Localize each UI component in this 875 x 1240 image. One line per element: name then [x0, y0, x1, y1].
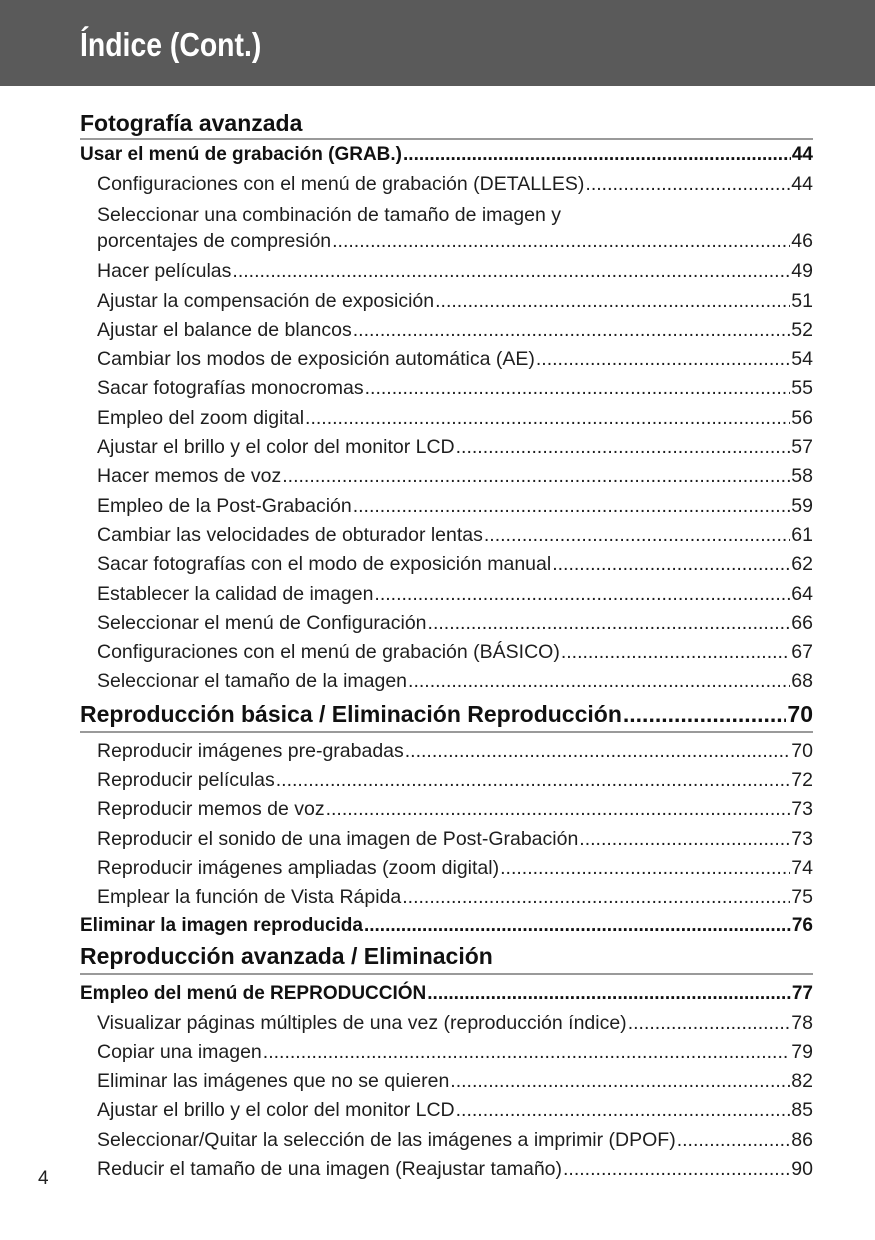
leader-dots	[408, 667, 790, 696]
toc-item[interactable]	[80, 883, 813, 912]
toc-item[interactable]	[80, 1155, 813, 1184]
toc-page: 51	[791, 289, 813, 312]
toc-label: Ajustar el brillo y el color del monitor LCD	[97, 1099, 455, 1122]
toc-item[interactable]	[80, 766, 813, 795]
toc-label: Reproducir memos de voz	[97, 798, 325, 821]
toc-topic-grab-menu[interactable]	[80, 140, 813, 170]
page-title: Índice (Cont.)	[80, 26, 262, 63]
toc-page: 64	[791, 582, 813, 605]
toc-item[interactable]	[80, 492, 813, 521]
toc-label: Ajustar la compensación de exposición	[97, 289, 435, 312]
toc-item[interactable]	[80, 795, 813, 824]
toc-label: Reproducción básica / Eliminación Reproducción	[80, 700, 622, 727]
leader-dots	[450, 1067, 790, 1096]
toc-label: Seleccionar/Quitar la selección de las imágenes a imprimir (DPOF)	[97, 1128, 676, 1151]
toc-label: Cambiar las velocidades de obturador lentas	[97, 523, 483, 546]
toc-page: 72	[791, 769, 813, 792]
toc-page: 78	[791, 1011, 813, 1034]
toc-label: Ajustar el brillo y el color del monitor LCD	[97, 436, 455, 459]
leader-dots	[579, 825, 790, 854]
leader-dots	[500, 854, 790, 883]
leader-dots	[428, 609, 791, 638]
toc-page: 70	[791, 739, 813, 762]
toc-page: 66	[791, 611, 813, 634]
toc-label: Establecer la calidad de imagen	[97, 582, 374, 605]
leader-dots	[353, 492, 791, 521]
leader-dots	[536, 345, 790, 374]
leader-dots	[623, 697, 787, 731]
toc-item[interactable]	[80, 1067, 813, 1096]
toc-item[interactable]	[80, 433, 813, 462]
toc-item[interactable]	[80, 345, 813, 374]
toc-item[interactable]	[80, 521, 813, 550]
toc-label: porcentajes de compresión	[97, 230, 332, 253]
page-number: 4	[38, 1168, 49, 1189]
toc-page: 73	[791, 798, 813, 821]
toc-item[interactable]	[80, 1096, 813, 1125]
leader-dots	[435, 287, 790, 316]
toc-page: 90	[791, 1158, 813, 1181]
toc-label: Usar el menú de grabación (GRAB.)	[80, 144, 403, 165]
toc-page: 44	[791, 144, 813, 165]
toc-page: 86	[791, 1128, 813, 1151]
toc-page: 49	[791, 260, 813, 283]
toc-page: 54	[791, 348, 813, 371]
leader-dots	[276, 766, 791, 795]
toc-item-first-line[interactable]: Seleccionar una combinación de tamaño de imagen y	[97, 204, 561, 227]
toc-topic-eliminar[interactable]	[80, 913, 813, 939]
section-title-fotografia-avanzada: Fotografía avanzada	[80, 108, 813, 140]
toc-page: 59	[791, 494, 813, 517]
leader-dots	[402, 883, 790, 912]
toc-item[interactable]	[80, 228, 813, 257]
toc-content	[80, 106, 813, 1184]
toc-item[interactable]	[80, 1009, 813, 1038]
toc-label: Empleo del menú de REPRODUCCIÓN	[80, 982, 427, 1004]
toc-label: Empleo de la Post-Grabación	[97, 494, 352, 517]
toc-page: 56	[791, 406, 813, 429]
toc-item[interactable]	[80, 609, 813, 638]
header-bar	[0, 0, 875, 86]
leader-dots	[585, 170, 790, 199]
toc-label: Reducir el tamaño de una imagen (Reajustar tamaño)	[97, 1158, 563, 1181]
toc-item[interactable]	[80, 404, 813, 433]
toc-label: Configuraciones con el menú de grabación (DETALLES)	[97, 173, 585, 195]
toc-page: 57	[791, 436, 813, 459]
toc-item[interactable]	[80, 825, 813, 854]
toc-item[interactable]	[80, 1126, 813, 1155]
leader-dots	[374, 580, 790, 609]
toc-topic-reproduccion-menu[interactable]	[80, 979, 813, 1009]
toc-label: Reproducir películas	[97, 769, 275, 792]
toc-label: Reproducir imágenes pre-grabadas	[97, 739, 404, 762]
toc-page: 82	[791, 1070, 813, 1093]
leader-dots	[563, 1155, 790, 1184]
toc-item[interactable]	[80, 316, 813, 345]
toc-item[interactable]	[80, 257, 813, 286]
leader-dots	[405, 737, 791, 766]
toc-label: Seleccionar el tamaño de la imagen	[97, 670, 408, 693]
toc-item[interactable]	[80, 374, 813, 403]
toc-page: 75	[791, 886, 813, 909]
toc-item[interactable]	[80, 462, 813, 491]
leader-dots	[232, 257, 790, 286]
toc-item[interactable]	[80, 638, 813, 667]
leader-dots	[427, 979, 791, 1009]
toc-page: 70	[787, 700, 813, 727]
toc-label: Sacar fotografías con el modo de exposición manual	[97, 553, 552, 576]
toc-page: 76	[791, 914, 813, 936]
leader-dots	[484, 521, 790, 550]
leader-dots	[552, 550, 790, 579]
leader-dots	[353, 316, 791, 345]
toc-page: 62	[791, 553, 813, 576]
toc-page: 61	[791, 523, 813, 546]
toc-page: 79	[791, 1040, 813, 1063]
toc-label: Reproducir el sonido de una imagen de Post-Grabación	[97, 827, 579, 850]
toc-page: 85	[791, 1099, 813, 1122]
toc-label: Cambiar los modos de exposición automática (AE)	[97, 348, 535, 371]
toc-item[interactable]	[80, 580, 813, 609]
toc-item[interactable]	[80, 737, 813, 766]
leader-dots	[332, 228, 790, 254]
leader-dots	[403, 140, 791, 170]
toc-page: 58	[791, 465, 813, 488]
toc-item[interactable]	[80, 170, 813, 199]
leader-dots	[365, 374, 791, 403]
toc-page: 44	[791, 173, 813, 195]
leader-dots	[456, 433, 791, 462]
toc-item[interactable]	[80, 287, 813, 316]
toc-label: Empleo del zoom digital	[97, 406, 305, 429]
toc-page: 46	[791, 230, 813, 253]
leader-dots	[456, 1096, 791, 1125]
toc-label: Eliminar la imagen reproducida	[80, 914, 363, 936]
toc-page: 73	[791, 827, 813, 850]
leader-dots	[628, 1009, 791, 1038]
toc-label: Ajustar el balance de blancos	[97, 318, 352, 341]
toc-page: 74	[791, 856, 813, 879]
toc-page: 52	[791, 318, 813, 341]
toc-label: Reproducir imágenes ampliadas (zoom digital)	[97, 856, 500, 879]
leader-dots	[263, 1038, 791, 1067]
leader-dots	[305, 404, 790, 433]
leader-dots	[282, 462, 790, 491]
leader-dots	[677, 1126, 791, 1155]
toc-page: 68	[791, 670, 813, 693]
toc-label: Visualizar páginas múltiples de una vez (reproducción índice)	[97, 1011, 627, 1034]
toc-label: Configuraciones con el menú de grabación (BÁSICO)	[97, 641, 560, 664]
section-title-reproduccion-basica[interactable]	[80, 697, 813, 733]
toc-page: 55	[791, 377, 813, 400]
toc-item[interactable]	[80, 550, 813, 579]
toc-label: Copiar una imagen	[97, 1040, 262, 1063]
toc-page: 77	[791, 982, 813, 1004]
toc-label: Eliminar las imágenes que no se quieren	[97, 1070, 450, 1093]
toc-label: Hacer memos de voz	[97, 465, 282, 488]
toc-label: Emplear la función de Vista Rápida	[97, 886, 402, 909]
section-title-reproduccion-avanzada: Reproducción avanzada / Eliminación	[80, 939, 813, 975]
leader-dots	[364, 913, 791, 939]
toc-page: 67	[791, 641, 813, 664]
toc-label: Hacer películas	[97, 260, 232, 283]
leader-dots	[326, 795, 791, 824]
toc-item[interactable]	[80, 667, 813, 696]
toc-label: Sacar fotografías monocromas	[97, 377, 364, 400]
toc-label: Seleccionar el menú de Configuración	[97, 611, 427, 634]
toc-item[interactable]	[80, 1038, 813, 1067]
leader-dots	[561, 638, 790, 667]
toc-item[interactable]	[80, 854, 813, 883]
